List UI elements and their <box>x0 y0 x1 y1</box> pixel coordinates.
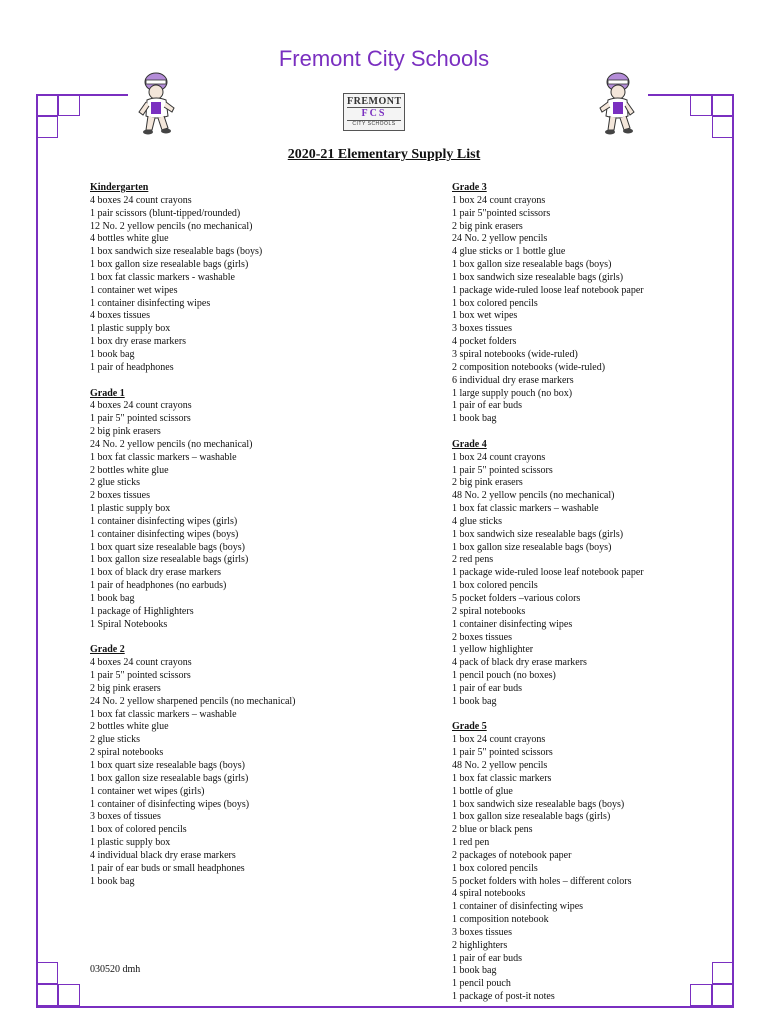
supply-item: 1 box colored pencils <box>452 297 538 309</box>
supply-item: 24 No. 2 yellow pencils (no mechanical) <box>90 438 253 450</box>
supply-item: 1 package wide-ruled loose leaf notebook paper <box>452 567 644 579</box>
supply-item: 1 package of Highlighters <box>90 605 194 617</box>
supply-item: 1 pair of ear buds <box>452 952 522 964</box>
supply-item: 2 big pink erasers <box>452 477 523 489</box>
corner-square <box>58 984 80 1006</box>
supply-item: 1 box fat classic markers <box>452 772 552 784</box>
supply-item: 1 pair 5" pointed scissors <box>90 670 191 682</box>
supply-item: 1 plastic supply box <box>90 837 171 849</box>
supply-item: 1 box gallon size resealable bags (girls) <box>452 811 611 823</box>
supply-item: 1 pair 5"pointed scissors <box>452 207 551 219</box>
section-heading: Kindergarten <box>90 182 149 193</box>
frame-right-line <box>732 94 734 1008</box>
supply-item: 1 pencil pouch (no boxes) <box>452 670 556 682</box>
supply-item: 2 big pink erasers <box>90 682 161 694</box>
supply-item: 5 pocket folders with holes – different colors <box>452 875 632 887</box>
logo-line-2: FCS <box>361 108 387 119</box>
supply-item: 1 box quart size resealable bags (boys) <box>90 541 245 553</box>
supply-item: 1 box colored pencils <box>452 862 538 874</box>
supply-item: 1 box gallon size resealable bags (boys) <box>452 259 612 271</box>
mascot-right-icon <box>594 70 640 136</box>
corner-square <box>36 94 58 116</box>
supply-item: 2 big pink erasers <box>452 220 523 232</box>
grade-section <box>452 182 722 426</box>
supply-item: 1 box fat classic markers - washable <box>90 271 235 283</box>
supply-item: 1 container disinfecting wipes (boys) <box>90 528 239 540</box>
supply-item: 1 box 24 count crayons <box>452 451 546 463</box>
supply-item: 1 box fat classic markers – washable <box>90 451 237 463</box>
supply-item: 1 box quart size resealable bags (boys) <box>90 759 245 771</box>
supply-item: 4 glue sticks <box>452 515 502 527</box>
supply-item: 12 No. 2 yellow pencils (no mechanical) <box>90 220 253 232</box>
supply-item: 24 No. 2 yellow sharpened pencils (no mechanical) <box>90 695 296 707</box>
supply-item: 1 pair of ear buds <box>452 682 522 694</box>
supply-item: 1 pair scissors (blunt-tipped/rounded) <box>90 207 241 219</box>
section-heading: Grade 3 <box>452 182 487 193</box>
supply-item: 1 book bag <box>90 593 135 604</box>
supply-item: 1 book bag <box>452 965 497 977</box>
supply-item: 1 box of black dry erase markers <box>90 567 222 579</box>
supply-item: 1 box gallon size resealable bags (boys) <box>452 541 612 553</box>
mascot-left-icon <box>136 70 182 136</box>
supply-item: 1 pencil pouch <box>452 978 511 990</box>
supply-item: 1 box fat classic markers – washable <box>90 708 237 720</box>
supply-item: 1 container wet wipes (girls) <box>90 785 205 797</box>
supply-item: 1 box 24 count crayons <box>452 734 546 746</box>
supply-item: 1 book bag <box>90 875 135 887</box>
grade-section <box>90 388 420 632</box>
section-heading: Grade 2 <box>90 644 125 656</box>
grade-section <box>452 439 722 709</box>
supply-item: 2 glue sticks <box>90 477 140 489</box>
supply-item: 1 box sandwich size resealable bags (girls) <box>452 271 624 283</box>
district-name: Fremont City Schools <box>278 46 490 71</box>
logo-line-3: CITY SCHOOLS <box>347 120 401 128</box>
supply-item: 1 bottle of glue <box>452 785 513 797</box>
supply-item: 1 pair 5" pointed scissors <box>90 413 191 425</box>
corner-square <box>712 116 734 138</box>
supply-item: 4 boxes 24 count crayons <box>90 194 192 206</box>
supply-item: 24 No. 2 yellow pencils <box>452 233 548 245</box>
supply-item: 1 container of disinfecting wipes (boys) <box>90 798 250 810</box>
supply-item: 4 boxes 24 count crayons <box>90 657 192 669</box>
supply-item: 2 big pink erasers <box>90 426 161 438</box>
school-logo <box>343 93 405 131</box>
supply-item: 1 box sandwich size resealable bags (girls) <box>452 528 624 540</box>
supply-item: 1 box sandwich size resealable bags (boys) <box>90 246 263 258</box>
supply-item: 2 boxes tissues <box>90 490 150 502</box>
supply-item: 1 box of colored pencils <box>90 824 187 836</box>
supply-item: 1 Spiral Notebooks <box>90 618 168 630</box>
supply-item: 1 plastic supply box <box>90 323 171 335</box>
corner-square <box>36 984 58 1006</box>
supply-item: 2 glue sticks <box>90 734 140 746</box>
supply-item: 48 No. 2 yellow pencils <box>452 759 548 771</box>
supply-item: 1 package wide-ruled loose leaf notebook paper <box>452 284 644 296</box>
supply-item: 1 pair of ear buds <box>452 400 522 412</box>
section-heading: Grade 5 <box>452 721 487 733</box>
supply-item: 4 pocket folders <box>452 336 517 348</box>
supply-item: 4 boxes 24 count crayons <box>90 400 192 412</box>
supply-item: 1 book bag <box>452 695 497 707</box>
supply-item: 1 yellow highlighter <box>452 644 534 656</box>
supply-item: 2 bottles white glue <box>90 464 169 476</box>
corner-square <box>36 116 58 138</box>
footer-code: 030520 dmh <box>90 964 141 975</box>
supply-item: 1 box fat classic markers – washable <box>452 503 599 515</box>
grade-section <box>90 644 420 888</box>
supply-item: 1 box dry erase markers <box>90 336 187 348</box>
supply-item: 2 composition notebooks (wide-ruled) <box>452 361 606 373</box>
supply-item: 4 glue sticks or 1 bottle glue <box>452 246 566 258</box>
supply-item: 3 boxes tissues <box>452 323 512 335</box>
supply-item: 1 box 24 count crayons <box>452 194 546 206</box>
supply-item: 1 pair of ear buds or small headphones <box>90 862 245 874</box>
supply-item: 1 composition notebook <box>452 914 549 926</box>
left-column <box>90 182 420 901</box>
frame-left-line <box>36 94 38 1008</box>
supply-item: 1 box wet wipes <box>452 310 518 322</box>
supply-item: 6 individual dry erase markers <box>452 374 574 386</box>
supply-item: 3 boxes of tissues <box>90 811 161 823</box>
grade-section <box>90 182 420 375</box>
supply-item: 2 boxes tissues <box>452 631 512 643</box>
supply-item: 1 large supply pouch (no box) <box>452 387 573 399</box>
supply-item: 1 container wet wipes <box>90 284 178 296</box>
supply-item: 1 book bag <box>452 413 497 425</box>
supply-item: 4 bottles white glue <box>90 233 169 245</box>
supply-item: 1 container of disinfecting wipes <box>452 901 584 913</box>
supply-item: 1 container disinfecting wipes <box>452 618 573 630</box>
supply-item: 1 pair of headphones <box>90 361 174 373</box>
corner-square <box>36 962 58 984</box>
corner-square <box>58 94 80 116</box>
supply-item: 2 highlighters <box>452 939 508 951</box>
supply-item: 5 pocket folders –various colors <box>452 593 581 604</box>
supply-item: 4 boxes tissues <box>90 310 150 322</box>
grade-section <box>452 721 722 1004</box>
logo-line-1: FREMONT <box>347 96 402 107</box>
supply-item: 4 pack of black dry erase markers <box>452 657 587 669</box>
supply-item: 1 box gallon size resealable bags (girls) <box>90 554 249 566</box>
supply-item: 4 spiral notebooks <box>452 888 526 900</box>
supply-item: 1 box sandwich size resealable bags (boys) <box>452 798 625 810</box>
document-title: 2020-21 Elementary Supply List <box>287 147 481 162</box>
supply-item: 1 pair 5" pointed scissors <box>452 464 553 476</box>
supply-item: 2 red pens <box>452 554 494 566</box>
supply-item: 48 No. 2 yellow pencils (no mechanical) <box>452 490 615 502</box>
supply-item: 1 box gallon size resealable bags (girls) <box>90 772 249 784</box>
supply-item: 2 packages of notebook paper <box>452 849 572 861</box>
supply-item: 1 box colored pencils <box>452 580 538 592</box>
supply-item: 3 boxes tissues <box>452 926 512 938</box>
supply-item: 2 blue or black pens <box>452 824 533 836</box>
supply-item: 1 book bag <box>90 348 135 360</box>
section-heading: Grade 4 <box>452 438 487 450</box>
supply-item: 1 container disinfecting wipes <box>90 297 211 309</box>
supply-item: 1 red pen <box>452 837 490 849</box>
supply-item: 2 spiral notebooks <box>452 605 526 617</box>
supply-item: 1 plastic supply box <box>90 503 171 515</box>
supply-item: 2 spiral notebooks <box>90 747 164 759</box>
supply-item: 4 individual black dry erase markers <box>90 849 236 861</box>
corner-square <box>712 94 734 116</box>
supply-item: 1 container disinfecting wipes (girls) <box>90 515 238 527</box>
section-heading: Grade 1 <box>90 387 125 399</box>
supply-item: 1 pair 5" pointed scissors <box>452 747 553 759</box>
supply-item: 3 spiral notebooks (wide-ruled) <box>452 348 578 360</box>
supply-item: 2 bottles white glue <box>90 721 169 733</box>
supply-item: 1 box gallon size resealable bags (girls) <box>90 259 249 271</box>
corner-square <box>690 94 712 116</box>
supply-item: 1 pair of headphones (no earbuds) <box>90 580 227 592</box>
right-column <box>452 182 722 1017</box>
supply-item: 1 package of post-it notes <box>452 991 555 1003</box>
